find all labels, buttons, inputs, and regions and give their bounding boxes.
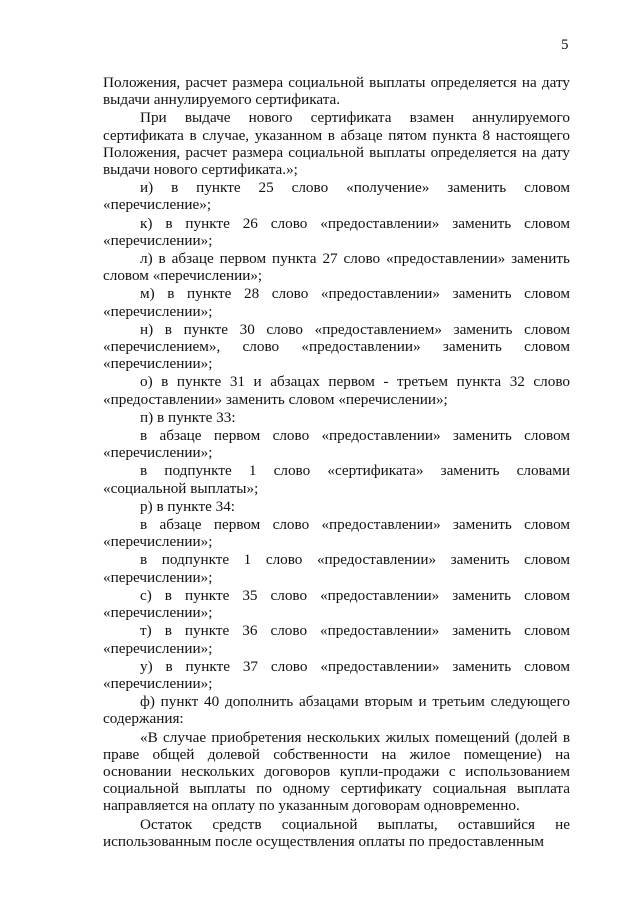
paragraph: о) в пункте 31 и абзацах первом - третьем пункта 32 слово «предоставлении» заменить словом «перечислении»; (103, 373, 570, 408)
paragraph: м) в пункте 28 слово «предоставлении» заменить словом «перечислении»; (103, 285, 570, 320)
paragraph: ф) пункт 40 дополнить абзацами вторым и третьим следующего содержания: (103, 693, 570, 728)
paragraph: в абзаце первом слово «предоставлении» заменить словом «перечислении»; (103, 516, 570, 551)
paragraph: п) в пункте 33: (140, 408, 236, 426)
paragraph: Остаток средств социальной выплаты, оставшийся не использованным после осуществления оплаты по предоставленным (103, 815, 570, 850)
paragraph: т) в пункте 36 слово «предоставлении» заменить словом «перечислении»; (103, 622, 570, 657)
paragraph: в подпункте 1 слово «предоставлении» заменить словом «перечислении»; (103, 551, 570, 586)
paragraph: Положения, расчет размера социальной выплаты определяется на дату выдачи аннулируемого сертификата. (103, 74, 570, 109)
paragraph: л) в абзаце первом пункта 27 слово «предоставлении» заменить словом «перечислении»; (103, 250, 570, 285)
paragraph: н) в пункте 30 слово «предоставлением» заменить словом «перечислением», слово «предоставлении» заменить словом «перечислении»; (103, 320, 570, 373)
page-number: 5 (561, 37, 569, 53)
paragraph: у) в пункте 37 слово «предоставлении» заменить словом «перечислении»; (103, 657, 570, 692)
paragraph: в подпункте 1 слово «сертификата» заменить словами «социальной выплаты»; (103, 462, 570, 497)
paragraph: к) в пункте 26 слово «предоставлении» заменить словом «перечислении»; (103, 214, 570, 249)
paragraph: в абзаце первом слово «предоставлении» заменить словом «перечислении»; (103, 427, 570, 462)
paragraph: При выдаче нового сертификата взамен аннулируемого сертификата в случае, указанном в абзаце пятом пункта 8 настоящего Положения, расчет размера социальной выплаты определяется на дату выдачи нового сертификата.»; (103, 109, 570, 179)
paragraph: р) в пункте 34: (140, 497, 236, 515)
paragraph: и) в пункте 25 слово «получение» заменить словом «перечисление»; (103, 179, 570, 214)
paragraph: с) в пункте 35 слово «предоставлении» заменить словом «перечислении»; (103, 586, 570, 622)
document-body (103, 74, 570, 850)
paragraph: «В случае приобретения нескольких жилых помещений (долей в праве общей долевой собственности на жилое помещение) на основании нескольких договоров купли-продажи с использованием социальной выплаты по одному сертификату социальная выплата направляется на оплату по указанным договорам одновременно. (103, 728, 570, 815)
